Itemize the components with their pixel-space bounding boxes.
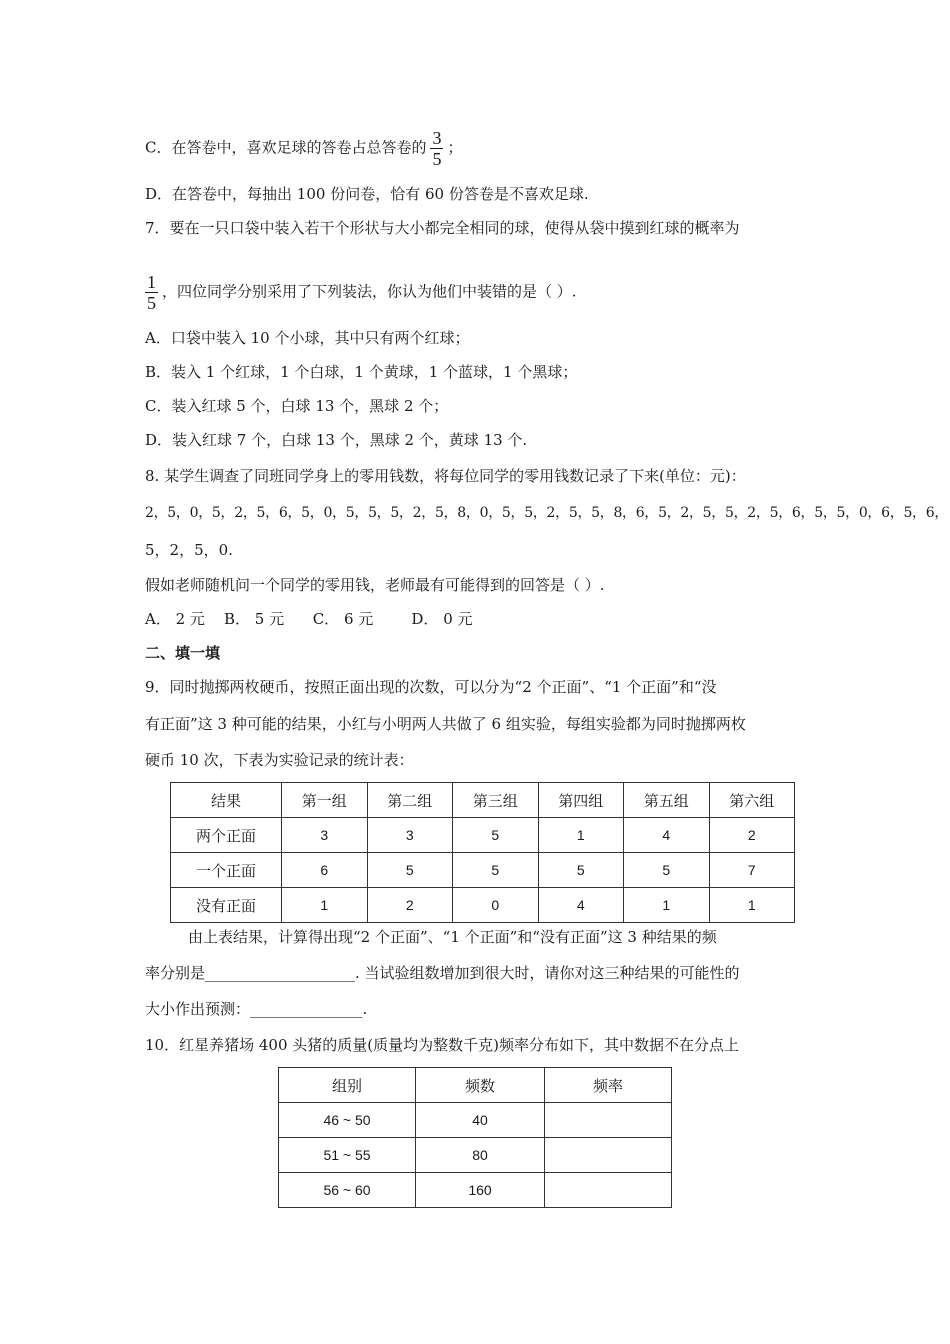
table-cell (545, 1173, 672, 1208)
table-row (279, 1103, 672, 1138)
q7-fraction (145, 272, 158, 313)
table-row (171, 888, 795, 923)
table-header-cell: 结果 (171, 783, 282, 818)
table-row (279, 1138, 672, 1173)
table-cell: 40 (416, 1103, 545, 1138)
table-header-cell: 第五组 (624, 783, 710, 818)
table-cell: 5 (453, 818, 539, 853)
table-header-cell: 频数 (416, 1068, 545, 1103)
table-header-cell: 频率 (545, 1068, 672, 1103)
table-cell: 一个正面 (171, 853, 282, 888)
q10-stem: 10．红星养猪场 400 头猪的质量(质量均为整数千克)频率分布如下，其中数据不在分点上 (145, 1036, 739, 1054)
table-row (171, 853, 795, 888)
table-cell: 5 (367, 853, 453, 888)
q8-stem: 8. 某学生调查了同班同学身上的零用钱数，将每位同学的零用钱数记录了下来(单位：元)： (145, 467, 746, 485)
table-cell: 4 (538, 888, 624, 923)
table-cell: 没有正面 (171, 888, 282, 923)
table-cell (545, 1103, 672, 1138)
table-cell: 4 (624, 818, 710, 853)
q9-after-line2: 率分别是____________________. 当试验组数增加到很大时，请你对这三种结果的可能性的 (145, 964, 740, 982)
table-cell: 1 (538, 818, 624, 853)
q9-stem-line2: 有正面”这 3 种可能的结果，小红与小明两人共做了 6 组实验，每组实验都为同时抛掷两枚 (145, 715, 746, 733)
q6-option-c-end: ； (447, 138, 463, 157)
table-header-cell: 第四组 (538, 783, 624, 818)
q9-after-line1: 由上表结果，计算得出现“2 个正面”、“1 个正面”和“没有正面”这 3 种结果的频 (188, 928, 717, 946)
q8-data-line2: 5，2，5，0. (145, 541, 233, 559)
table-cell: 51 ~ 55 (279, 1138, 416, 1173)
table-cell: 5 (624, 853, 710, 888)
q6-fraction (430, 128, 443, 169)
q8-question: 假如老师随机问一个同学的零用钱，老师最有可能得到的回答是（ ）. (145, 576, 605, 594)
table-row (279, 1173, 672, 1208)
table-cell: 0 (453, 888, 539, 923)
table-cell: 160 (416, 1173, 545, 1208)
q8-data-line1: 2，5，0，5，2，5，6，5，0，5，5，5，2，5，8，0，5，5，2，5，5，8，6，5，2，5，5，2，5，6，5，5，0，6，5，6， (145, 505, 949, 521)
q9-stem-line1: 9．同时抛掷两枚硬币，按照正面出现的次数，可以分为“2 个正面”、“1 个正面”和“没 (145, 678, 717, 696)
q6-fraction-numerator: 3 (432, 128, 442, 148)
table-cell: 7 (709, 853, 795, 888)
q7-option-c: C．装入红球 5 个，白球 13 个，黑球 2 个； (145, 397, 449, 415)
table-cell: 3 (367, 818, 453, 853)
q10-table (278, 1067, 672, 1208)
q7-stem-text: ，四位同学分别采用了下列装法，你认为他们中装错的是（ ）. (162, 282, 577, 301)
q7-option-d: D．装入红球 7 个，白球 13 个，黑球 2 个，黄球 13 个. (145, 431, 528, 449)
table-row (171, 818, 795, 853)
q9-after-line3: 大小作出预测：_______________. (145, 1000, 368, 1018)
table-cell: 3 (282, 818, 368, 853)
table-cell: 1 (624, 888, 710, 923)
table-cell: 56 ~ 60 (279, 1173, 416, 1208)
q6-option-c-text: C．在答卷中，喜欢足球的答卷占总答卷的 (145, 138, 427, 157)
q7-stem: 7．要在一只口袋中装入若干个形状与大小都完全相同的球，使得从袋中摸到红球的概率为 (145, 219, 740, 237)
q8-options: A． 2 元 B． 5 元 C． 6 元 D． 0 元 (145, 610, 473, 628)
table-cell: 5 (538, 853, 624, 888)
q7-fraction-numerator: 1 (147, 272, 156, 292)
table-cell: 46 ~ 50 (279, 1103, 416, 1138)
table-header-row (279, 1068, 672, 1103)
q7-fraction-denominator: 5 (147, 293, 156, 313)
q7-option-b: B．装入 1 个红球，1 个白球，1 个黄球，1 个蓝球，1 个黑球； (145, 363, 578, 381)
table-cell: 2 (367, 888, 453, 923)
section-title: 二、填一填 (145, 644, 221, 662)
table-header-cell: 第一组 (282, 783, 368, 818)
q9-table (170, 782, 795, 923)
q6-option-d: D．在答卷中，每抽出 100 份问卷，恰有 60 份答卷是不喜欢足球. (145, 185, 589, 203)
table-cell: 1 (282, 888, 368, 923)
table-header-cell: 第六组 (709, 783, 795, 818)
table-header-cell: 第三组 (453, 783, 539, 818)
table-cell: 两个正面 (171, 818, 282, 853)
table-cell: 2 (709, 818, 795, 853)
q7-stem-line2 (145, 272, 577, 313)
q7-option-a: A．口袋中装入 10 个小球，其中只有两个红球； (145, 329, 470, 347)
table-cell: 6 (282, 853, 368, 888)
q6-option-c (145, 128, 463, 169)
table-cell: 5 (453, 853, 539, 888)
q9-stem-line3: 硬币 10 次，下表为实验记录的统计表： (145, 751, 414, 769)
table-cell: 80 (416, 1138, 545, 1173)
table-cell (545, 1138, 672, 1173)
table-header-cell: 第二组 (367, 783, 453, 818)
table-cell: 1 (709, 888, 795, 923)
q6-fraction-denominator: 5 (432, 149, 442, 169)
table-header-cell: 组别 (279, 1068, 416, 1103)
table-header-row (171, 783, 795, 818)
